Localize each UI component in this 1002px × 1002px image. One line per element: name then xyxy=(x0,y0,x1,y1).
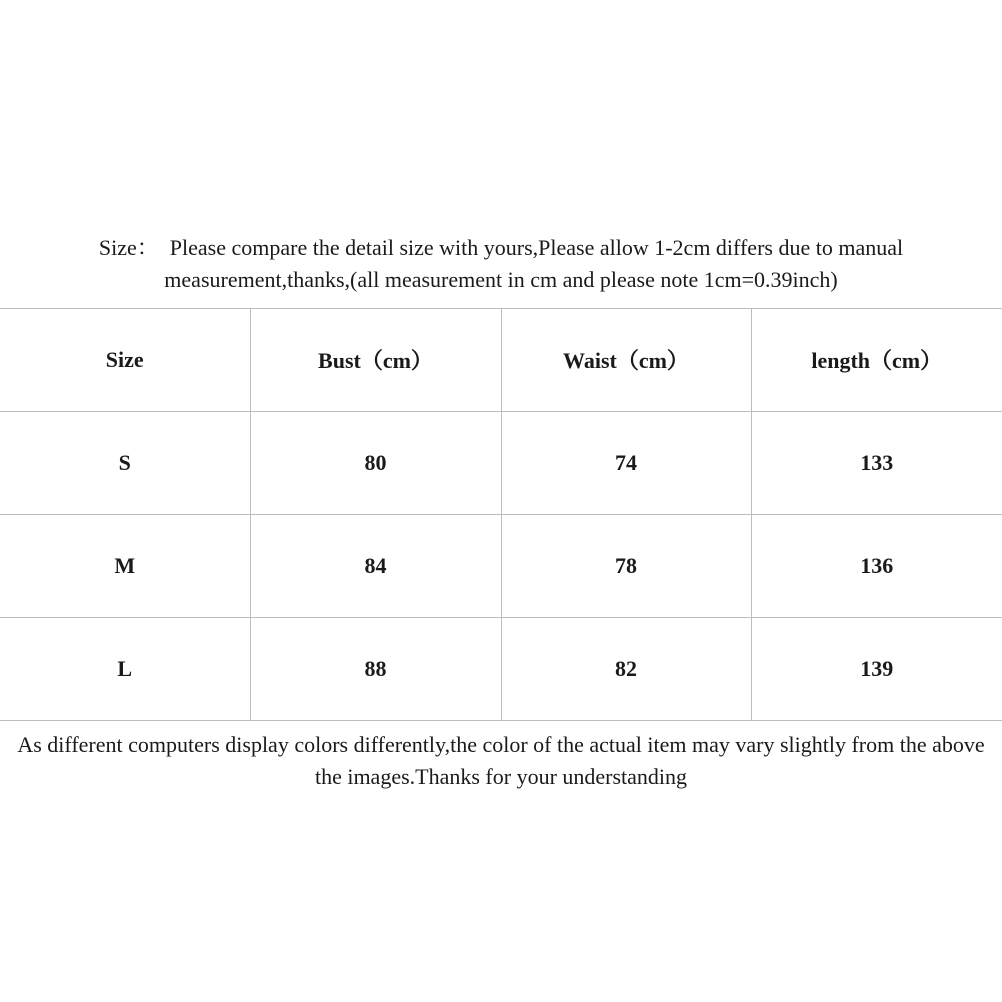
column-header-length: length（cm） xyxy=(751,309,1002,412)
cell-bust: 80 xyxy=(250,411,501,514)
cell-size: S xyxy=(0,411,250,514)
size-chart-intro xyxy=(0,222,1002,309)
table-row xyxy=(0,617,1002,720)
cell-size: M xyxy=(0,514,250,617)
cell-waist: 78 xyxy=(501,514,751,617)
column-header-bust: Bust（cm） xyxy=(250,309,501,412)
column-header-size: Size xyxy=(0,309,250,412)
cell-length: 136 xyxy=(751,514,1002,617)
table-row xyxy=(0,514,1002,617)
cell-size: L xyxy=(0,617,250,720)
cell-bust: 88 xyxy=(250,617,501,720)
intro-line-2: measurement,thanks,(all measurement in cm and please note 1cm=0.39inch) xyxy=(164,266,838,292)
cell-length: 133 xyxy=(751,411,1002,514)
color-disclaimer xyxy=(0,720,1002,803)
table-row xyxy=(0,411,1002,514)
size-table xyxy=(0,309,1002,720)
column-header-waist: Waist（cm） xyxy=(501,309,751,412)
size-chart xyxy=(0,222,1002,803)
cell-waist: 82 xyxy=(501,617,751,720)
cell-bust: 84 xyxy=(250,514,501,617)
table-header-row xyxy=(0,309,1002,412)
footer-line-1: As different computers display colors differently,the color of the actual item may vary slightly from the above xyxy=(17,731,985,757)
footer-line-2: the images.Thanks for your understanding xyxy=(314,763,688,789)
cell-length: 139 xyxy=(860,655,894,681)
intro-line-1: Size： Please compare the detail size with yours,Please allow 1-2cm differs due to manual xyxy=(98,235,904,260)
cell-waist: 74 xyxy=(501,411,751,514)
